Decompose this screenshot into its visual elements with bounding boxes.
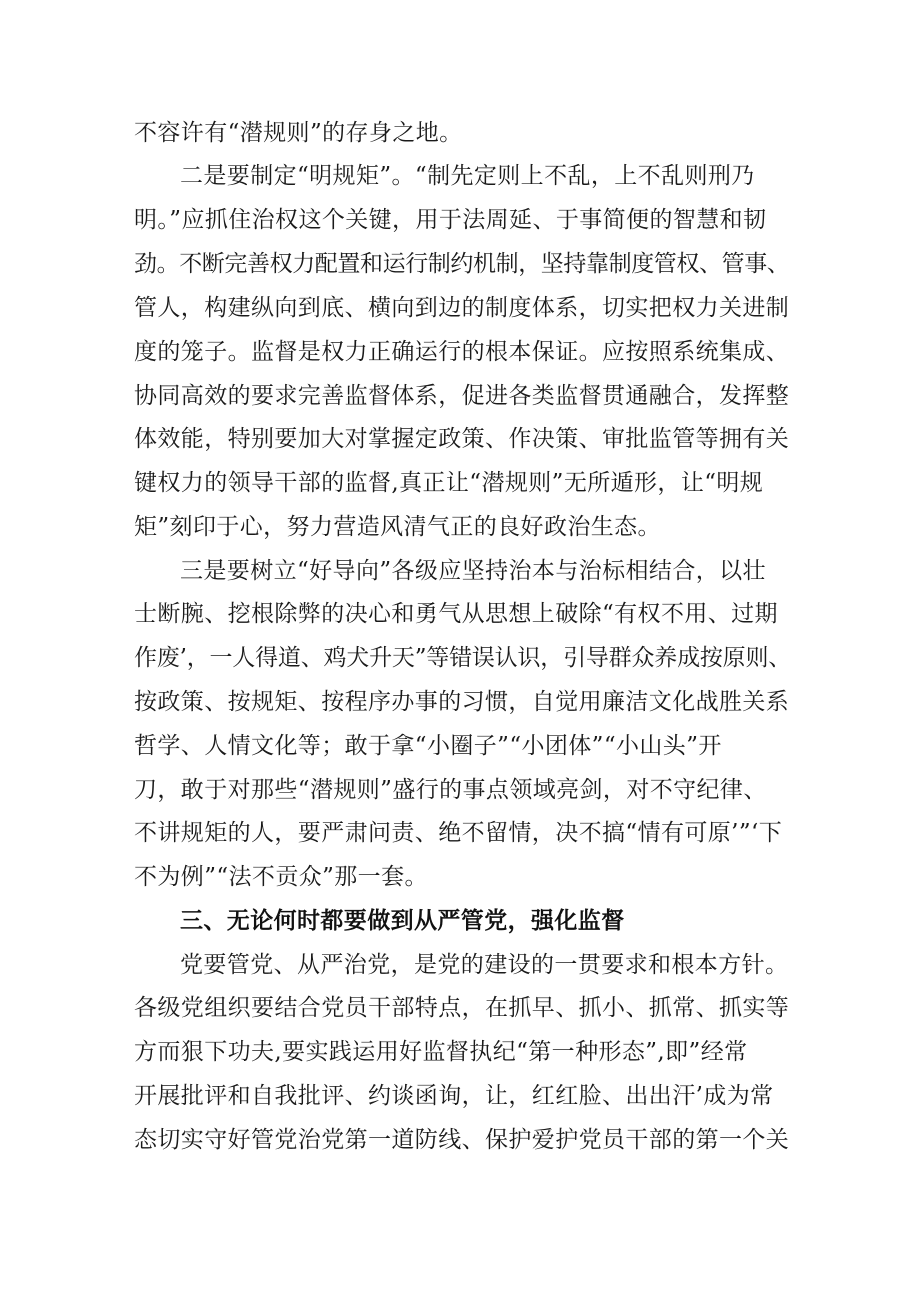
text-line-20: 党要管党、从严治党，是党的建设的一贯要求和根本方针。 (180, 952, 789, 978)
text-line-22: 方而狠下功夫,要实践运用好监督执纪“第一种形态”,即”经常 (134, 1039, 748, 1065)
text-line-14: 按政策、按规矩、按程序办事的习惯，自觉用廉洁文化战胜关系 (134, 689, 790, 715)
text-line-23: 开展批评和自我批评、约谈函询，让，红红脸、出出汗’成为常 (134, 1083, 774, 1109)
text-line-7: 协同高效的要求完善监督体系，促进各类监督贯通融合，发挥整 (134, 383, 790, 409)
text-line-2: 二是要制定“明规矩”。“制先定则上不乱，上不乱则刑乃 (180, 163, 755, 189)
text-line-18: 不为例”“法不贡众”那一套。 (134, 864, 428, 890)
text-line-1: 不容许有“潜规则”的存身之地。 (134, 120, 463, 146)
text-line-11: 三是要树立“好导向”各级应坚持治本与治标相结合，以壮 (180, 558, 766, 584)
text-line-9: 键权力的领导干部的监督,真正让“潜规则”无所遁形，让“明规 (134, 470, 764, 496)
text-line-5: 管人，构建纵向到底、横向到边的制度体系，切实把权力关进制 (134, 295, 790, 321)
text-line-6: 度的笼子。监督是权力正确运行的根本保证。应按照系统集成、 (134, 339, 790, 365)
text-line-13: 作废’，一人得道、鸡犬升天”等错误认识，引导群众养成按原则、 (134, 645, 792, 671)
text-line-15: 哲学、人情文化等；敢于拿“小圈子”“小团体”“小山头”开 (134, 733, 722, 759)
text-line-3: 明。”应抓住治权这个关键，用于法周延、于事简便的智慧和韧 (134, 207, 767, 233)
section-heading: 三、无论何时都要做到从严管党，强化监督 (180, 908, 625, 934)
text-line-24: 态切实守好管党治党第一道防线、保护爱护党员干部的第一个关 (134, 1127, 790, 1153)
text-line-17: 不讲规矩的人，要严肃问责、绝不留情，决不搞“情有可原’”‘下 (134, 820, 783, 846)
text-line-4: 劲。不断完善权力配置和运行制约机制，坚持靠制度管权、管事、 (134, 251, 790, 277)
text-line-16: 刀，敢于对那些“潜规则”盛行的事点领域亮剑，对不守纪律、 (134, 777, 767, 803)
text-line-10: 矩”刻印于心，努力营造风清气正的良好政治生态。 (134, 514, 661, 540)
text-line-8: 体效能，特别要加大对掌握定政策、作决策、审批监管等拥有关 (134, 426, 790, 452)
text-line-12: 士断腕、挖根除弊的决心和勇气从思想上破除“有权不用、过期 (134, 601, 778, 627)
text-line-21: 各级党组织要结合党员干部特点，在抓早、抓小、抓常、抓实等 (134, 995, 790, 1021)
